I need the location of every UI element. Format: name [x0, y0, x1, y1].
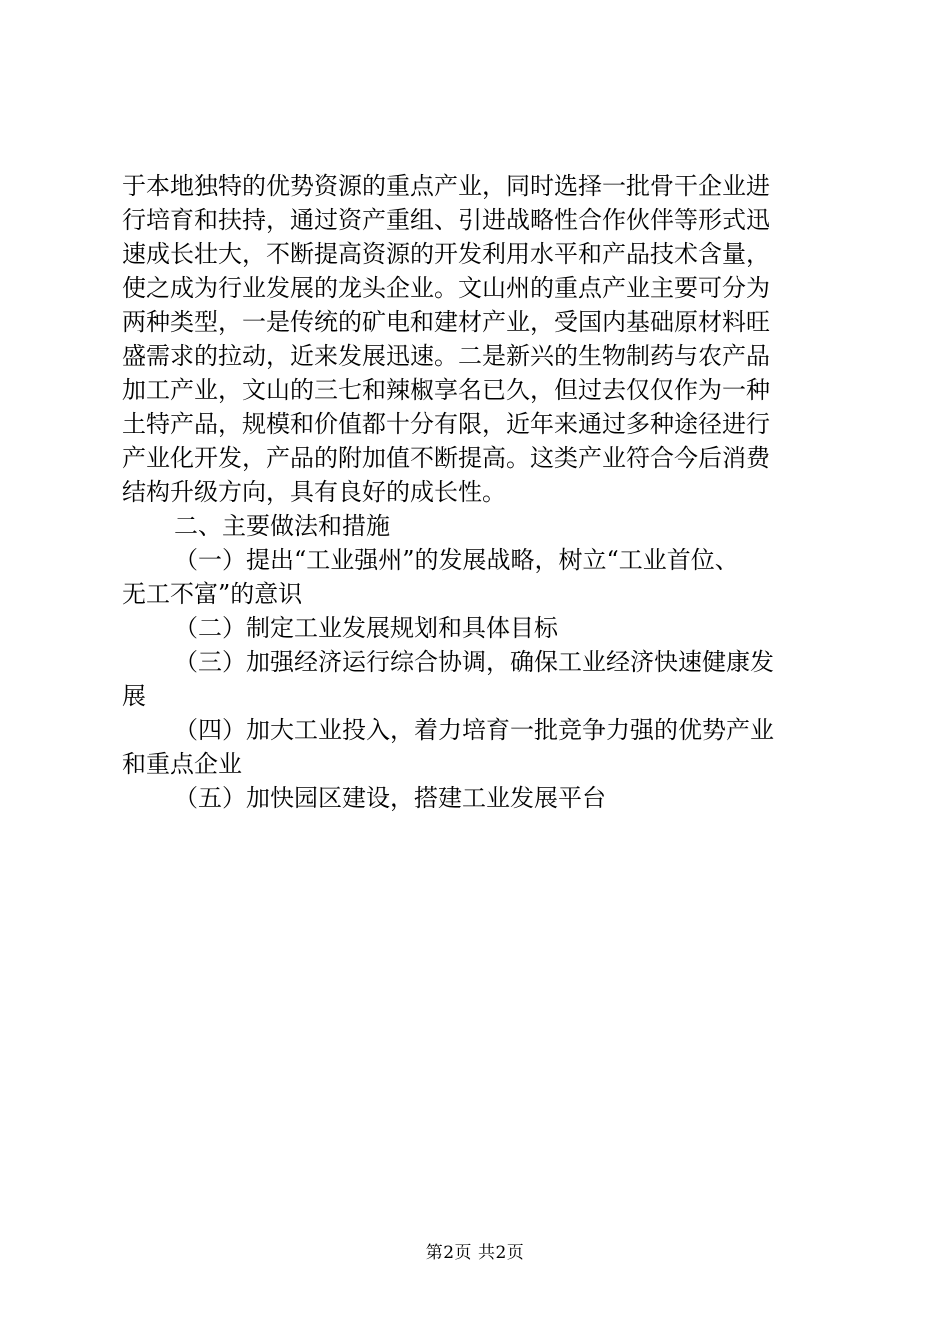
body-text: 行培育和扶持，通过资产重组、引进战略性合作伙伴等形式迅: [122, 206, 770, 234]
measure-item-text: （三）加强经济运行综合协调，确保工业经济快速健康发: [174, 648, 774, 676]
measure-item-text: 无工不富”的意识: [122, 580, 303, 608]
body-text: 盛需求的拉动，近来发展迅速。二是新兴的生物制药与农产品: [122, 342, 770, 370]
measure-item-text: 和重点企业: [122, 750, 242, 778]
measure-item-text: （四）加大工业投入，着力培育一批竞争力强的优势产业: [174, 716, 774, 744]
measure-item-text: 展: [122, 682, 146, 710]
measure-item: [0, 778, 950, 818]
body-text: 两种类型，一是传统的矿电和建材产业，受国内基础原材料旺: [122, 308, 770, 336]
measure-item-text: （五）加快园区建设，搭建工业发展平台: [174, 784, 606, 812]
body-text: 速成长壮大，不断提高资源的开发利用水平和产品技术含量，: [122, 240, 770, 268]
body-text: 使之成为行业发展的龙头企业。文山州的重点产业主要可分为: [122, 274, 770, 302]
body-text: 结构升级方向，具有良好的成长性。: [122, 478, 506, 506]
page-footer: 第2页 共2页: [425, 1243, 525, 1263]
body-text: 产业化开发，产品的附加值不断提高。这类产业符合今后消费: [122, 444, 770, 472]
body-text: 于本地独特的优势资源的重点产业，同时选择一批骨干企业进: [122, 172, 770, 200]
measure-item-text: （二）制定工业发展规划和具体目标: [174, 614, 558, 642]
body-text: 土特产品，规模和价值都十分有限，近年来通过多种途径进行: [122, 410, 770, 438]
body-text: 加工产业，文山的三七和辣椒享名已久，但过去仅仅作为一种: [122, 376, 770, 404]
measure-item-text: （一）提出“工业强州”的发展战略，树立“工业首位、: [174, 546, 739, 574]
section-heading-text: 二、主要做法和措施: [174, 512, 390, 540]
